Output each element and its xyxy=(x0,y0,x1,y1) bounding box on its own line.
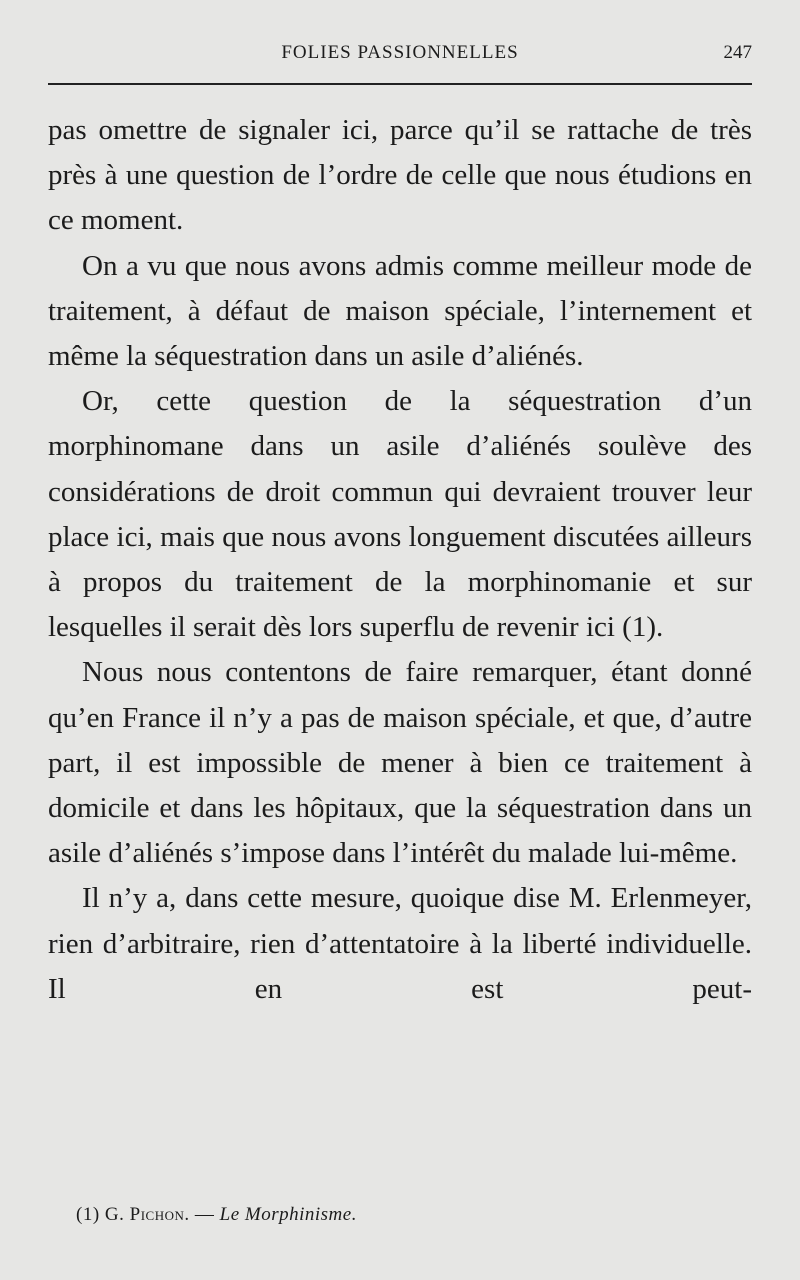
header-rule xyxy=(48,83,752,85)
page-header xyxy=(48,40,752,80)
paragraph-3: Or, cette question de la séquestration d’un morphinomane dans un asile d’aliénés soulève des considérations de droit commun qui devraient trouver leur place ici, mais que nous avons longuement discutées ailleurs à propos du traitement de la morphinomanie et sur lesquelles il serait dès lors superflu de revenir ici (1). xyxy=(48,385,752,644)
paragraph-5: Il n’y a, dans cette mesure, quoique dise M. Erlenmeyer, rien d’arbitraire, rien d’attentatoire à la liberté individuelle. Il en est peut- xyxy=(48,882,752,1005)
page-number: 247 xyxy=(723,42,752,63)
paragraph-2: On a vu que nous avons admis comme meilleur mode de traitement, à défaut de maison spéciale, l’internement et même la séquestration dans un asile d’aliénés. xyxy=(48,249,752,373)
paragraph-1: pas omettre de signaler ici, parce qu’il se rattache de très près à une question de l’ordre de celle que nous étudions en ce moment. xyxy=(48,114,752,237)
footnote-author: Pichon xyxy=(129,1204,185,1225)
footnote-title: Le Morphinisme. xyxy=(219,1204,357,1225)
paragraph-4: Nous nous contentons de faire remarquer, étant donné qu’en France il n’y a pas de maison spéciale, et que, d’autre part, il est impossible de mener à bien ce traitement à domicile et dans les hôpitaux, que la séquestration dans un asile d’aliénés s’impose dans l’intérêt du malade lui-même. xyxy=(48,656,752,870)
page-body xyxy=(48,108,752,1012)
footnote-marker: (1) G. xyxy=(76,1204,125,1225)
running-head: FOLIES PASSIONNELLES xyxy=(281,42,519,63)
footnote xyxy=(76,1204,357,1226)
footnote-separator: . — xyxy=(184,1204,215,1225)
